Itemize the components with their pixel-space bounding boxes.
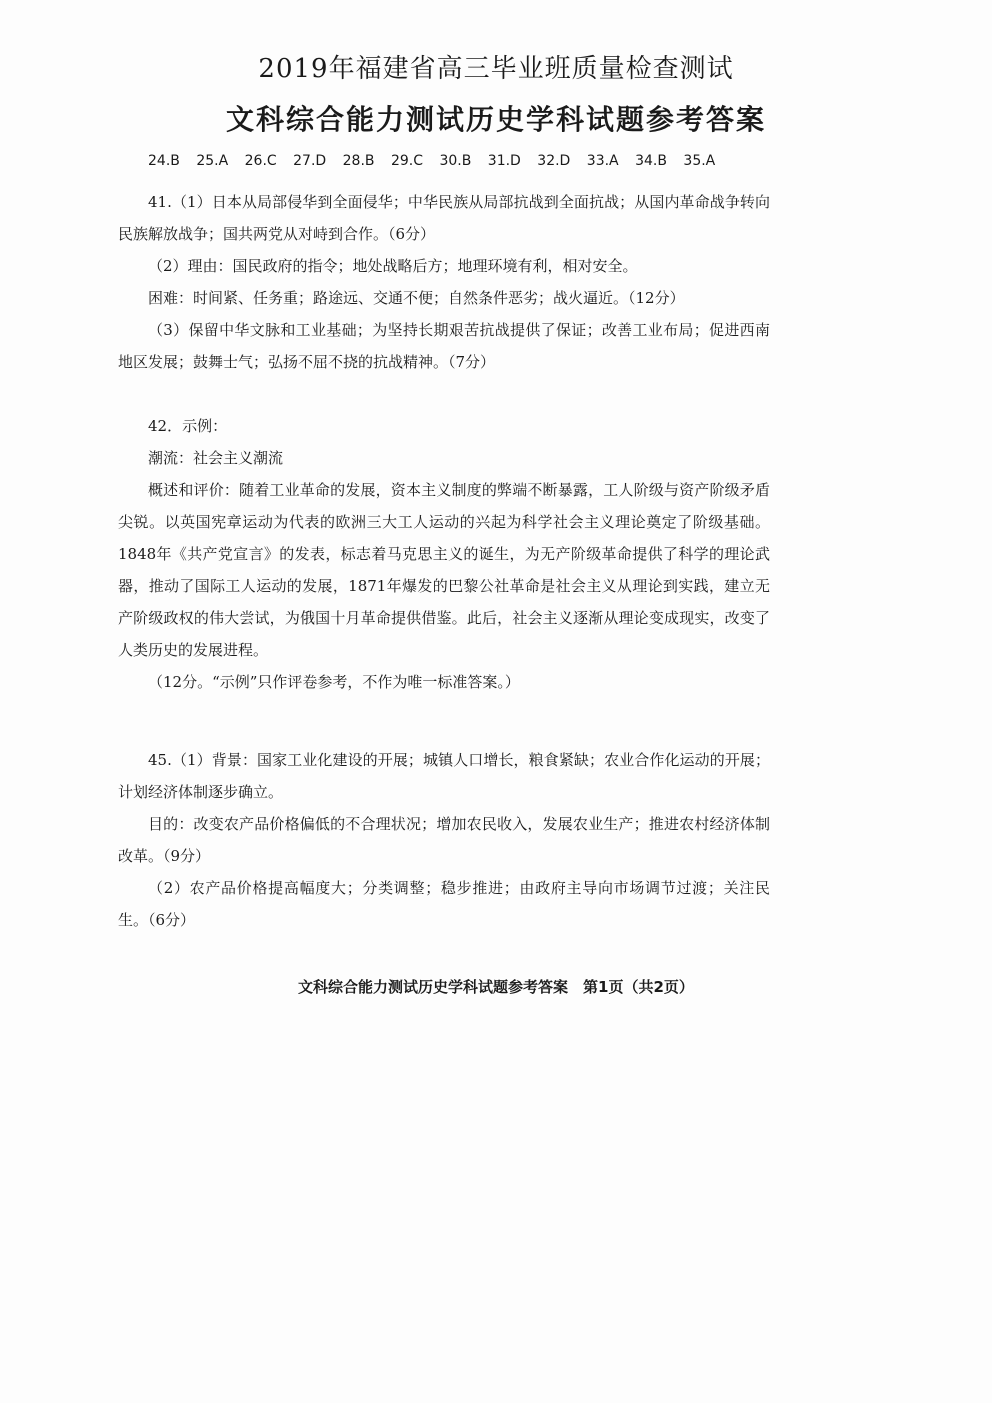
multiple-choice-answers (148, 153, 727, 169)
q42-trend: 潮流：社会主义潮流 (148, 449, 284, 467)
answer-30: 30.B (439, 153, 472, 169)
q42-note: （12分。“示例”只作评卷参考，不作为唯一标准答案。） (148, 673, 520, 691)
answer-35: 35.A (683, 153, 716, 169)
q42-summary: 概述和评价：随着工业革命的发展，资本主义制度的弊端不断暴露，工人阶级与资产阶级矛盾尖锐。以英国宪章运动为代表的欧洲三大工人运动的兴起为科学社会主义理论奠定了阶级基础。1848年《共产党宣言》的发表，标志着马克思主义的诞生，为无产阶级革命提供了科学的理论武器，推动了国际工人运动的发展，1871年爆发的巴黎公社革命是社会主义从理论到实践，建立无产阶级政权的伟大尝试，为俄国十月革命提供借鉴。此后，社会主义逐渐从理论变成现实，改变了人类历史的发展进程。 (118, 481, 770, 659)
q42-label: 42．示例： (148, 417, 228, 435)
q45-part1-background: 45.（1）背景：国家工业化建设的开展；城镇人口增长，粮食紧缺；农业合作化运动的开展；计划经济体制逐步确立。 (118, 751, 770, 801)
q45-part1-purpose: 目的：改变农产品价格偏低的不合理状况；增加农民收入，发展农业生产；推进农村经济体制改革。（9分） (118, 815, 770, 865)
question-45 (118, 744, 770, 936)
q41-part2-difficulties: 困难：时间紧、任务重；路途远、交通不便；自然条件恶劣；战火逼近。（12分） (148, 289, 685, 307)
answer-34: 34.B (635, 153, 667, 169)
answer-29: 29.C (390, 153, 423, 169)
answer-key-title: 文科综合能力测试历史学科试题参考答案 (225, 103, 766, 136)
page-footer: 文科综合能力测试历史学科试题参考答案 第1页（共2页） (298, 978, 694, 996)
answer-24: 24.B (148, 153, 180, 169)
exam-title: 2019年福建省高三毕业班质量检查测试 (258, 54, 734, 84)
answer-31: 31.D (487, 153, 521, 169)
question-42 (118, 410, 770, 698)
answer-33: 33.A (586, 153, 619, 169)
answer-32: 32.D (537, 153, 571, 169)
answer-25: 25.A (196, 153, 229, 169)
q41-part1: 41.（1）日本从局部侵华到全面侵华；中华民族从局部抗战到全面抗战；从国内革命战争转向民族解放战争；国共两党从对峙到合作。（6分） (118, 193, 770, 243)
q41-part2-reasons: （2）理由：国民政府的指令；地处战略后方；地理环境有利，相对安全。 (148, 257, 638, 275)
answer-27: 27.D (293, 153, 327, 169)
question-41 (118, 186, 770, 378)
q41-part3: （3）保留中华文脉和工业基础；为坚持长期艰苦抗战提供了保证；改善工业布局；促进西南地区发展；鼓舞士气；弘扬不屈不挠的抗战精神。（7分） (118, 321, 770, 371)
q45-part2: （2）农产品价格提高幅度大；分类调整；稳步推进；由政府主导向市场调节过渡；关注民生。（6分） (118, 879, 770, 929)
answer-26: 26.C (244, 153, 277, 169)
answer-28: 28.B (342, 153, 375, 169)
